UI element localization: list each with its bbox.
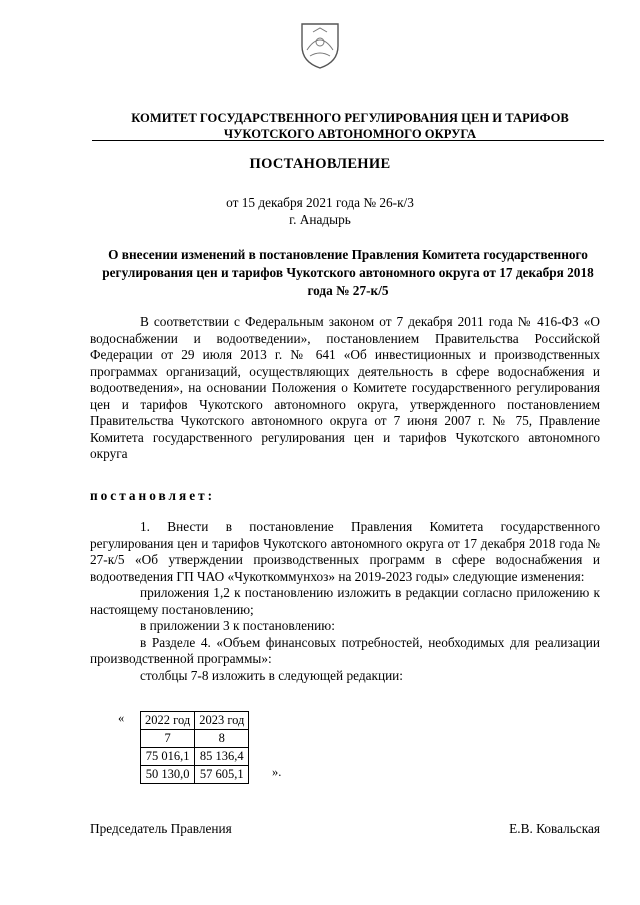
coat-of-arms-emblem [298, 20, 342, 70]
table-cell: 8 [195, 730, 249, 748]
signatory-name: Е.В. Ковальская [509, 821, 600, 836]
table-row [141, 748, 249, 766]
sub-item-1: приложения 1,2 к постановлению изложить в редакции согласно приложению к настоящему постановлению; [90, 585, 600, 617]
date-number: от 15 декабря 2021 года № 26-к/3 [226, 195, 414, 210]
place: г. Анадырь [289, 212, 351, 227]
table-cell: 57 605,1 [195, 766, 249, 784]
item-1: 1. Внести в постановление Правления Комитета государственного регулирования цен и тарифов Чукотского автономного округа от 17 декабря 2018 года № 27-к/5 «Об утверждении производственных программ в сфере водоснабжения и водоотведения ГП ЧАО «Чукоткоммунхоз» на 2019-2023 годы» следующие изменения: [90, 519, 600, 584]
table-cell: 75 016,1 [141, 748, 195, 766]
document-subject: О внесении изменений в постановление Правления Комитета государственного регулирования цен и тарифов Чукотского автономного округа от 17 декабря 2018 года № 27-к/5 [102, 247, 594, 298]
amendment-table [140, 711, 249, 784]
table-row [141, 730, 249, 748]
resolution-items [90, 519, 600, 684]
table-cell: 50 130,0 [141, 766, 195, 784]
table-header-row [141, 712, 249, 730]
resolves-word: постановляет: [90, 488, 216, 503]
table-cell: 7 [141, 730, 195, 748]
open-quote: « [118, 711, 125, 725]
date-and-number-block [0, 194, 640, 228]
header-divider [92, 140, 604, 141]
document-type: ПОСТАНОВЛЕНИЕ [249, 156, 391, 172]
signatory-position: Председатель Правления [90, 821, 232, 836]
table-row [141, 766, 249, 784]
sub-item-2: в приложении 3 к постановлению: [140, 618, 335, 633]
organization-name [80, 110, 620, 142]
close-quote: ». [272, 765, 282, 779]
org-line-1: КОМИТЕТ ГОСУДАРСТВЕННОГО РЕГУЛИРОВАНИЯ ЦЕН И ТАРИФОВ [131, 111, 569, 125]
sub-item-4: столбцы 7-8 изложить в следующей редакции: [140, 667, 403, 683]
sub-item-3: в Разделе 4. «Объем финансовых потребностей, необходимых для реализации производственной программы»: [90, 634, 600, 666]
preamble-paragraph: В соответствии с Федеральным законом от 7 декабря 2011 года № 416-ФЗ «О водоснабжении и водоотведении», постановлением Правительства Российской Федерации от 29 июля 2013 г. № 641 «Об инвестиционных и производственных программах организаций, осуществляющих деятельность в сфере водоснабжения и водоотведения», на основании Положения о Комитете государственного регулирования цен и тарифов Чукотского автономного округа, утвержденного постановлением Правительства Чукотского автономного округа от 7 июня 2007 г. № 75, Правление Комитета государственного регулирования цен и тарифов Чукотского автономного округа [90, 314, 600, 461]
table-header-cell: 2023 год [195, 712, 249, 730]
table-header-cell: 2022 год [141, 712, 195, 730]
org-line-2: ЧУКОТСКОГО АВТОНОМНОГО ОКРУГА [223, 127, 477, 141]
table-cell: 85 136,4 [195, 748, 249, 766]
